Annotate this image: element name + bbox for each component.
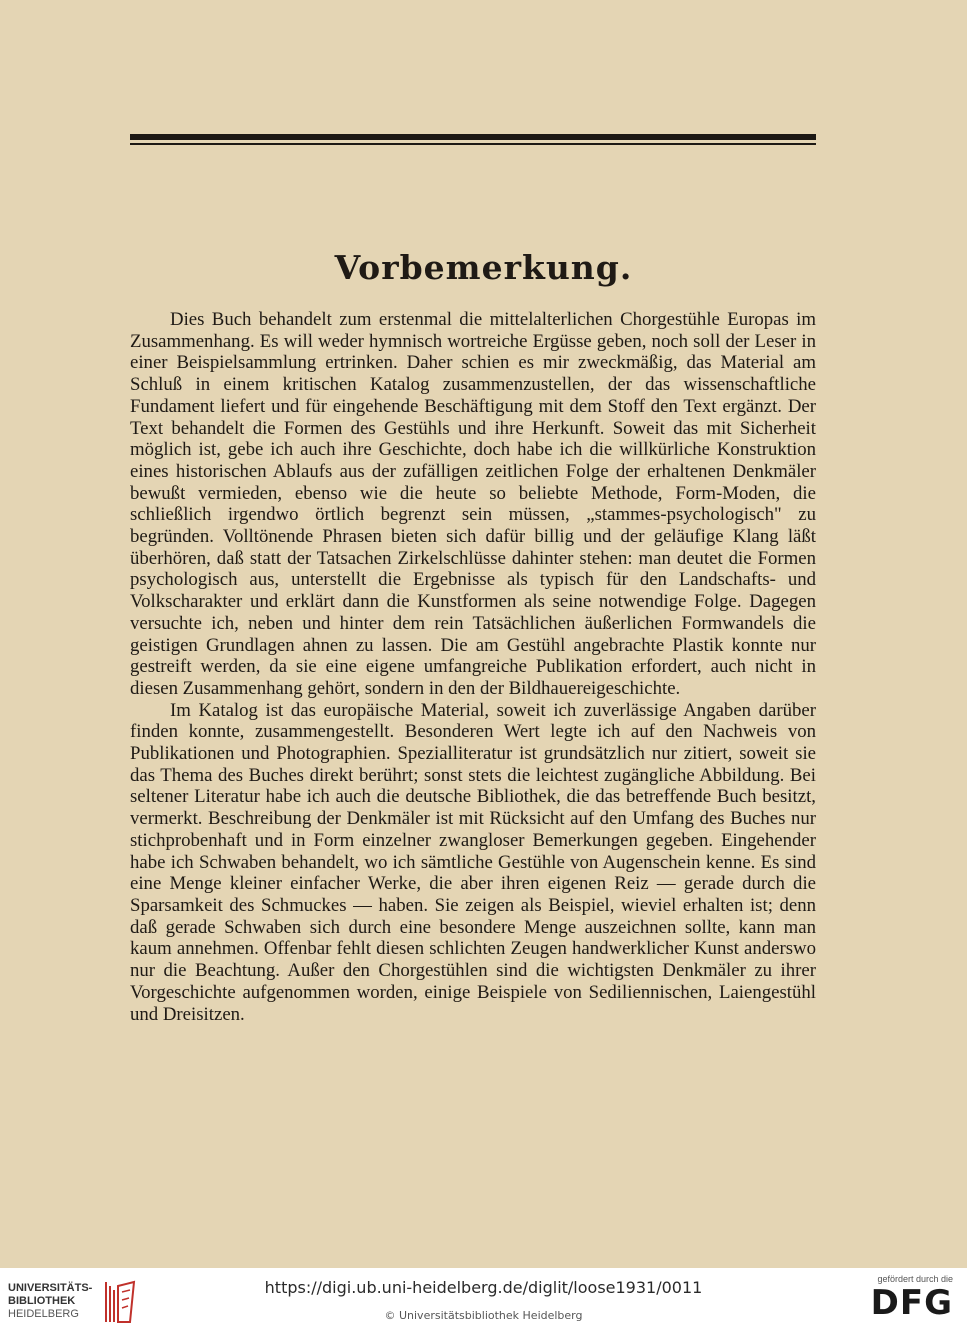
funder-name: DFG xyxy=(870,1283,953,1323)
library-logo-line-2: BIBLIOTHEK xyxy=(8,1295,76,1307)
paragraph-2: Im Katalog ist das europäische Material, soweit ich zuverlässige Angaben darüber finden konnte, zusammengestellt. Besonderen Wert legte ich auf den Nachweis von Publikationen und Photographien. Spezialliteratur ist grundsätzlich nur zitiert, soweit sie das Thema des Buches direkt berührt; sonst stets die leichtest zugängliche Abbildung. Bei seltener Literatur habe ich auch die deutsche Bibliothek, die das betreffende Buch besitzt, vermerkt. Beschreibung der Denkmäler ist mit Rücksicht auf den Umfang des Buches nur stichprobenhaft und in Form einzelner zwangloser Bemerkungen gegeben. Eingehender habe ich Schwaben behandelt, wo ich sämtliche Gestühle von Augenschein kenne. Es sind eine Menge kleiner einfacher Werke, die aber ihren eigenen Reiz — gerade durch die Sparsamkeit des Schmuckes — haben. Sie zeigen als Beispiel, wieviel erhalten ist; denn daß gerade Schwaben sich durch eine besondere Menge auszeichnen sollte, kann man kaum annehmen. Offenbar fehlt diesen schlichten Zeugen handwerklicher Kunst anderswo nur die Beachtung. Außer den Chorgestühlen sind die wichtigsten Denkmäler zu ihrer Vorgeschichte aufgenommen worden, einige Beispiele von Sediliennischen, Laiengestühl und Dreisitzen. xyxy=(130,699,816,1025)
viewer-footer xyxy=(0,1268,967,1335)
paragraph-1: Dies Buch behandelt zum erstenmal die mittelalterlichen Chorgestühle Europas im Zusammenhang. Es will weder hymnisch wortreiche Ergüsse geben, noch soll der Leser in einer Beispielsammlung ertrinken. Daher schien es mir zweckmäßig, das Material am Schluß in einem kritischen Katalog zusammenzustellen, der das wissenschaftliche Fundament liefert und für eingehende Beschäftigung mit dem Stoff den Text ergänzt. Der Text behandelt die Formen des Gestühls und ihre Herkunft. Soweit das mit Sicherheit möglich ist, gebe ich auch ihre Geschichte, doch habe ich die willkürliche Konstruktion eines historischen Ablaufs aus der zufälligen zeitlichen Folge der erhaltenen Denkmäler bewußt vermieden, ebenso wie die heute so beliebte Methode, Form-Moden, die schließlich irgendwo örtlich begrenzt sein müssen, „stammes-psychologisch" zu begründen. Volltönende Phrasen bieten sich dafür billig und der geläufige Klang läßt überhören, daß statt der Tatsachen Zirkelschlüsse dahinter stehen: man deutet die Formen psychologisch aus, unterstellt die Ergebnisse als typisch für den Landschafts- und Volkscharakter und erklärt dann die Kunstformen als seine notwendige Folge. Dagegen versuchte ich, neben und hinter dem rein Tatsächlichen äußerlichen Formwandels die geistigen Grundlagen ahnen zu lassen. Die am Gestühl angebrachte Plastik konnte nur gestreift werden, da sie eine eigene umfangreiche Publikation erfordert, auch nicht in diesen Zusammenhang gehört, sondern in den der Bildhauereigeschichte. xyxy=(130,309,816,699)
copyright-notice: © Universitätsbibliothek Heidelberg xyxy=(384,1309,583,1322)
header-rule-thick xyxy=(130,134,816,140)
funder-caption: gefördert durch die xyxy=(877,1274,953,1284)
body-text xyxy=(130,309,816,1025)
page-title: Vorbemerkung. xyxy=(334,248,633,287)
library-logo-line-3: HEIDELBERG xyxy=(8,1308,79,1320)
page-url-link[interactable]: https://digi.ub.uni-heidelberg.de/diglit/loose1931/0011 xyxy=(264,1278,703,1297)
library-logo-line-1: UNIVERSITÄTS- xyxy=(8,1282,93,1294)
funder-logo[interactable] xyxy=(859,1274,953,1330)
header-rule-thin xyxy=(130,143,816,145)
